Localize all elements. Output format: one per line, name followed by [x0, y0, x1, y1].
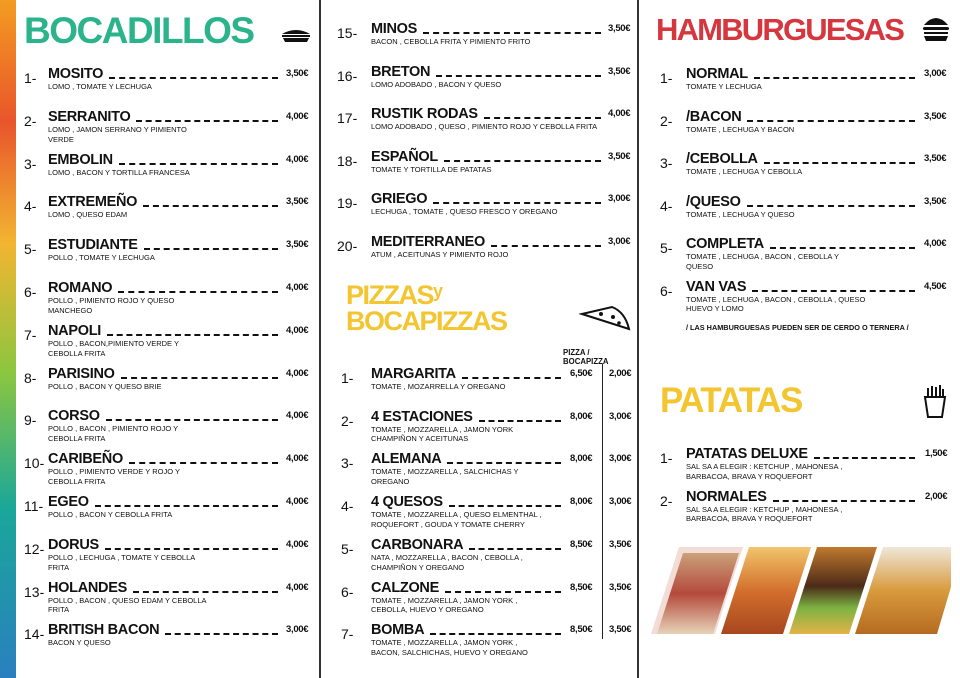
item-price: 4,00€ — [286, 581, 309, 593]
menu-item — [16, 194, 319, 237]
item-name: MINOS — [371, 21, 418, 37]
item-number: 17- — [337, 110, 358, 127]
menu-item — [321, 366, 641, 409]
item-number: 4- — [341, 498, 354, 515]
item-price: 4,00€ — [286, 538, 309, 550]
item-name: 4 QUESOS — [371, 494, 443, 511]
item-number: 3- — [24, 155, 37, 172]
item-description: POLLO , BACON,PIMIENTO VERDE Y CEBOLLA FRITA — [48, 338, 179, 358]
menu-item — [321, 191, 641, 234]
item-description: TOMATE , LECHUGA Y QUESO — [686, 209, 795, 219]
patatas-title: PATATAS — [660, 381, 802, 420]
item-price-bocapizza: 3,00€ — [609, 496, 632, 508]
item-price: 4,00€ — [286, 153, 309, 165]
item-description: TOMATE Y LECHUGA — [686, 82, 762, 91]
item-price-pizza: 8,50€ — [570, 538, 593, 550]
hamburguesas-title: HAMBURGUESAS — [656, 12, 904, 47]
item-name: NORMAL — [686, 66, 748, 82]
item-description: LOMO , TOMATE Y LECHUGA — [48, 82, 152, 91]
pizzas-title — [346, 280, 507, 336]
item-description: POLLO , TOMATE Y LECHUGA — [48, 253, 155, 263]
item-number: 16- — [337, 67, 358, 84]
dotted-leader — [143, 205, 278, 207]
menu-item — [16, 323, 319, 366]
dotted-leader — [462, 377, 561, 379]
menu-item — [16, 366, 319, 409]
item-number: 6- — [660, 282, 673, 299]
pizzas-title-sub: BOCAPIZZAS — [346, 305, 507, 336]
bocadillos-column — [16, 0, 319, 678]
item-name: EMBOLIN — [48, 151, 113, 168]
item-price: 3,50€ — [608, 23, 631, 34]
item-name: NORMALES — [686, 488, 767, 505]
menu-item — [321, 234, 641, 277]
item-name: 4 ESTACIONES — [371, 408, 473, 425]
dotted-leader — [109, 77, 278, 79]
item-name: CARBONARA — [371, 536, 464, 553]
item-price: 3,50€ — [924, 110, 947, 122]
hamburguesas-column — [639, 0, 960, 678]
item-number: 5- — [24, 241, 37, 258]
item-price: 3,00€ — [286, 624, 309, 636]
item-number: 15- — [337, 25, 358, 41]
pizzas-title-main: PIZZAS — [346, 280, 434, 310]
menu-item — [321, 622, 641, 665]
item-description: POLLO , PIMIENTO ROJO Y QUESO MANCHEGO — [48, 296, 175, 315]
dotted-leader — [136, 120, 278, 122]
menu-item — [16, 451, 319, 494]
dotted-leader — [444, 160, 601, 162]
dotted-leader — [747, 120, 915, 122]
dotted-leader — [95, 505, 278, 507]
item-description: TOMATE , LECHUGA Y BACON — [686, 124, 795, 134]
item-description: SAL SA A ELEGIR : KETCHUP , MAHONESA , BARBACOA, BRAVA Y ROQUEFORT — [686, 504, 843, 524]
dotted-leader — [118, 291, 278, 293]
item-price: 3,00€ — [608, 236, 631, 247]
item-description: ATUM , ACEITUNAS Y PIMIENTO ROJO — [371, 250, 509, 259]
dotted-leader — [133, 591, 278, 593]
item-price: 4,00€ — [286, 496, 309, 507]
food-photo-strip — [651, 547, 951, 634]
dotted-leader — [754, 77, 915, 79]
item-name: MOSITO — [48, 66, 104, 82]
dotted-leader — [484, 117, 601, 119]
item-description: SAL SA A ELEGIR : KETCHUP , MAHONESA , BARBACOA, BRAVA Y ROQUEFORT — [686, 462, 843, 481]
item-number: 1- — [341, 370, 354, 386]
item-description: LOMO ADOBADO , BACON Y QUESO — [371, 79, 502, 89]
item-number: 5- — [660, 240, 673, 256]
item-name: RUSTIK RODAS — [371, 106, 478, 123]
menu-item — [321, 494, 641, 537]
item-name: CARIBEÑO — [48, 451, 123, 468]
item-name: /QUESO — [686, 193, 741, 210]
menu-item — [321, 64, 641, 107]
menu-item — [321, 106, 641, 149]
item-price: 1,50€ — [925, 448, 948, 459]
item-name: /CEBOLLA — [686, 151, 758, 167]
item-name: BOMBA — [371, 622, 425, 639]
item-number: 10- — [24, 455, 45, 472]
menu-item — [639, 279, 960, 322]
item-price: 4,00€ — [924, 238, 947, 249]
menu-item — [639, 194, 960, 237]
item-name: ESPAÑOL — [371, 148, 438, 165]
burger-icon — [922, 15, 950, 42]
menu-item — [16, 622, 319, 665]
dotted-leader — [814, 457, 915, 459]
pizza-slice-icon — [579, 304, 633, 332]
item-price-pizza: 8,00€ — [570, 453, 593, 465]
item-description: POLLO , PIMIENTO VERDE Y ROJO Y CEBOLLA FRITA — [48, 467, 180, 486]
dotted-leader — [436, 75, 601, 77]
bocadillos-title: BOCADILLOS — [24, 10, 254, 51]
item-price-pizza: 6,50€ — [570, 368, 593, 379]
item-price-pizza: 8,00€ — [570, 410, 593, 422]
item-number: 2- — [660, 492, 673, 509]
item-price: 3,50€ — [286, 239, 309, 251]
dotted-leader — [144, 248, 278, 250]
item-number: 12- — [24, 540, 45, 557]
item-number: 5- — [341, 540, 354, 557]
menu-item — [639, 446, 960, 489]
item-description: TOMATE , MOZZARELLA , JAMON YORK CHAMPIÑON Y ACEITUNAS — [371, 424, 514, 444]
menu-item — [639, 66, 960, 109]
item-name: PARISINO — [48, 365, 115, 382]
item-number: 14- — [24, 626, 45, 643]
item-description: NATA , MOZZARELLA , BACON , CEBOLLA , CHAMPIÑON Y OREGANO — [371, 552, 523, 572]
item-price-bocapizza: 3,00€ — [609, 453, 632, 465]
item-number: 8- — [24, 369, 37, 386]
menu-item — [16, 237, 319, 280]
dotted-leader — [445, 591, 561, 593]
dotted-leader — [764, 162, 915, 164]
dotted-leader — [105, 548, 278, 550]
item-name: HOLANDES — [48, 579, 127, 596]
item-price: 3,00€ — [608, 193, 631, 205]
item-price-bocapizza: 3,50€ — [609, 538, 632, 550]
menu-item — [321, 409, 641, 452]
item-price: 4,00€ — [286, 324, 309, 336]
decorative-color-strip — [0, 0, 16, 678]
item-price-pizza: 8,00€ — [570, 496, 593, 508]
item-price: 3,50€ — [286, 68, 309, 79]
item-description: TOMATE , LECHUGA , BACON , CEBOLLA Y QUESO — [686, 252, 839, 271]
item-description: TOMATE , MOZZARELLA , JAMON YORK , CEBOLLA, HUEVO Y OREGANO — [371, 595, 518, 615]
item-number: 11- — [24, 498, 44, 514]
dotted-leader — [747, 205, 915, 207]
menu-item — [16, 109, 319, 152]
dotted-leader — [107, 334, 278, 336]
item-name: BRITISH BACON — [48, 622, 160, 639]
middle-column — [319, 0, 639, 678]
item-price-bocapizza: 3,50€ — [609, 624, 632, 636]
item-number: 2- — [660, 112, 673, 129]
item-price: 4,00€ — [286, 410, 309, 422]
item-number: 7- — [24, 326, 37, 343]
menu-item — [639, 489, 960, 532]
item-number: 4- — [660, 197, 673, 214]
item-name: NAPOLI — [48, 322, 101, 339]
item-price: 3,50€ — [286, 196, 309, 208]
item-price: 4,00€ — [286, 282, 309, 293]
menu-item — [639, 109, 960, 152]
menu-item — [321, 451, 641, 494]
item-number: 3- — [660, 155, 673, 171]
item-description: POLLO , BACON Y QUESO BRIE — [48, 381, 162, 391]
item-name: PATATAS DELUXE — [686, 446, 808, 462]
dotted-leader — [773, 500, 915, 502]
item-description: BACON , CEBOLLA FRITA Y PIMIENTO FRITO — [371, 37, 531, 46]
item-description: POLLO , LECHUGA , TOMATE Y CEBOLLA FRITA — [48, 552, 195, 572]
item-description: TOMATE , MOZZARELLA , JAMON YORK , BACON, SALCHICHAS, HUEVO Y OREGANO — [371, 638, 528, 657]
item-number: 7- — [341, 626, 354, 643]
hamburguesas-note: / LAS HAMBURGUESAS PUEDEN SER DE CERDO O TERNERA / — [686, 323, 909, 332]
item-price: 2,00€ — [925, 490, 948, 502]
item-name: DORUS — [48, 536, 99, 553]
menu-item — [16, 66, 319, 109]
item-price-bocapizza: 3,00€ — [609, 410, 632, 422]
menu-item — [321, 580, 641, 623]
dotted-leader — [430, 633, 561, 635]
menu-item — [321, 537, 641, 580]
menu-item — [16, 408, 319, 451]
item-price: 3,50€ — [608, 65, 631, 77]
item-number: 4- — [24, 198, 37, 215]
item-name: /BACON — [686, 108, 742, 125]
item-number: 3- — [341, 455, 354, 472]
pizzas-title-y: y — [433, 281, 442, 301]
item-description: TOMATE Y TORTILLA DE PATATAS — [371, 164, 492, 174]
item-price-bocapizza: 3,50€ — [609, 581, 632, 593]
item-price-bocapizza: 2,00€ — [609, 368, 632, 379]
item-description: BACON Y QUESO — [48, 638, 111, 648]
item-description: LOMO , JAMON SERRANO Y PIMIENTO VERDE — [48, 124, 187, 144]
item-name: ALEMANA — [371, 451, 442, 468]
menu-item — [16, 152, 319, 195]
dotted-leader — [121, 377, 278, 379]
menu-item — [16, 280, 319, 323]
item-description: POLLO , BACON , PIMIENTO ROJO Y CEBOLLA FRITA — [48, 424, 179, 444]
menu-item — [16, 494, 319, 537]
item-number: 1- — [24, 70, 37, 86]
menu-item — [16, 537, 319, 580]
item-number: 6- — [341, 583, 354, 600]
item-price: 3,00€ — [924, 68, 947, 79]
item-number: 19- — [337, 195, 358, 212]
item-number: 18- — [337, 152, 358, 169]
menu-item — [639, 236, 960, 279]
item-description: TOMATE , LECHUGA Y CEBOLLA — [686, 167, 803, 176]
item-number: 13- — [24, 583, 45, 600]
dotted-leader — [449, 505, 561, 507]
dotted-leader — [479, 420, 561, 422]
dotted-leader — [119, 163, 278, 165]
item-description: TOMATE , MOZZARELLA , SALCHICHAS Y OREGANO — [371, 467, 519, 487]
pizza-price-column-header: PIZZA / BOCAPIZZA — [563, 348, 609, 366]
item-name: COMPLETA — [686, 236, 764, 252]
item-description: TOMATE , MOZARRELLA Y OREGANO — [371, 382, 506, 391]
item-name: ESTUDIANTE — [48, 237, 138, 254]
item-name: SERRANITO — [48, 108, 131, 125]
menu-item — [639, 151, 960, 194]
item-name: EGEO — [48, 494, 89, 510]
item-name: EXTREMEÑO — [48, 194, 138, 211]
dotted-leader — [423, 32, 601, 34]
item-number: 1- — [660, 450, 673, 466]
menu-item — [321, 21, 641, 64]
item-price: 3,50€ — [924, 153, 947, 164]
fries-icon — [923, 384, 947, 418]
item-description: POLLO , BACON , QUESO EDAM Y CEBOLLA FRITA — [48, 595, 207, 615]
item-name: VAN VAS — [686, 278, 747, 295]
dotted-leader — [433, 202, 601, 204]
item-price-pizza: 8,50€ — [570, 581, 593, 593]
dotted-leader — [165, 633, 278, 635]
item-description: LECHUGA , TOMATE , QUESO FRESCO Y OREGANO — [371, 207, 558, 217]
item-name: GRIEGO — [371, 191, 428, 208]
item-description: TOMATE , MOZZARELLA , QUESO ELMENTHAL , ROQUEFORT , GOUDA Y TOMATE CHERRY — [371, 510, 542, 529]
item-price: 4,50€ — [924, 280, 947, 292]
dotted-leader — [447, 462, 561, 464]
sandwich-icon — [280, 28, 312, 44]
item-price: 3,50€ — [608, 150, 631, 162]
item-name: ROMANO — [48, 280, 113, 296]
item-description: TOMATE , LECHUGA , BACON , CEBOLLA , QUESO HUEVO Y LOMO — [686, 294, 866, 314]
item-price: 4,00€ — [286, 110, 309, 122]
item-price: 4,00€ — [608, 108, 631, 120]
menu-item — [321, 149, 641, 192]
item-number: 2- — [24, 112, 37, 129]
item-price: 3,50€ — [924, 195, 947, 207]
item-description: LOMO , QUESO EDAM — [48, 210, 128, 220]
item-price-pizza: 8,50€ — [570, 624, 593, 636]
dotted-leader — [106, 419, 278, 421]
item-number: 1- — [660, 70, 673, 86]
item-price: 4,00€ — [286, 367, 309, 379]
menu-item — [16, 580, 319, 623]
dotted-leader — [469, 548, 561, 550]
dotted-leader — [752, 290, 915, 292]
item-number: 2- — [341, 412, 354, 429]
item-name: CORSO — [48, 408, 100, 425]
dotted-leader — [491, 245, 601, 247]
item-description: POLLO , BACON Y CEBOLLA FRITA — [48, 510, 173, 519]
item-price: 4,00€ — [286, 453, 309, 465]
item-name: MEDITERRANEO — [371, 234, 486, 250]
item-number: 6- — [24, 284, 37, 300]
dotted-leader — [770, 247, 915, 249]
dotted-leader — [129, 462, 278, 464]
item-description: LOMO ADOBADO , QUESO , PIMIENTO ROJO Y CEBOLLA FRITA — [371, 122, 598, 132]
item-name: MARGARITA — [371, 366, 456, 382]
item-description: LOMO , BACON Y TORTILLA FRANCESA — [48, 167, 190, 177]
item-name: CALZONE — [371, 579, 439, 596]
item-number: 20- — [337, 238, 358, 254]
item-name: BRETON — [371, 63, 431, 80]
item-number: 9- — [24, 412, 37, 429]
